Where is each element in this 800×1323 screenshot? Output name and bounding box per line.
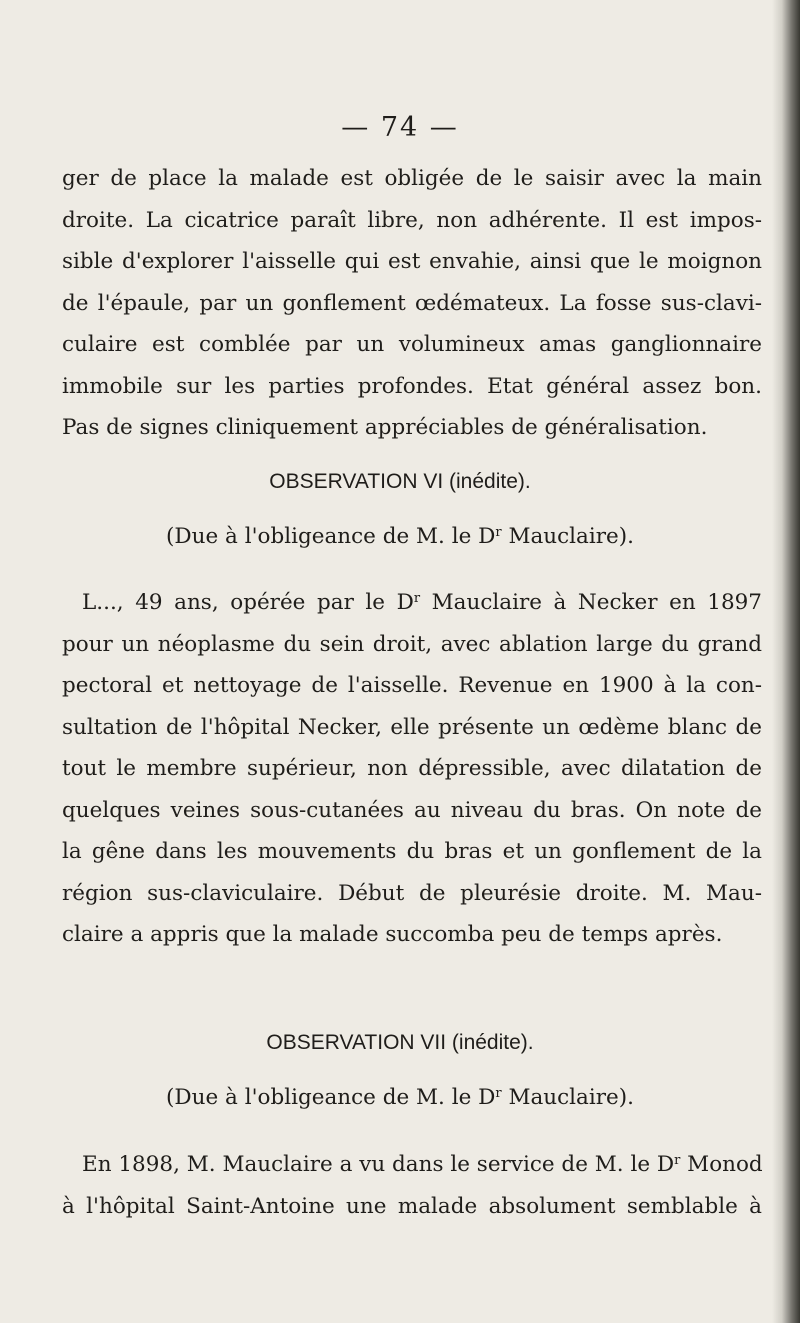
line-start: L..., 49 ans, opérée par le D xyxy=(82,590,414,615)
credit-superscript: r xyxy=(495,1086,502,1101)
text-line: la gêne dans les mouvements du bras et un gonflement de la xyxy=(62,839,762,864)
page-number: — 74 — xyxy=(341,112,459,143)
credit-text: (Due à l'obligeance de M. le D xyxy=(166,524,496,549)
observation-7-title: OBSERVATION VII (inédite). xyxy=(266,1031,534,1054)
line-start: En 1898, M. Mauclaire a vu dans le service de M. le D xyxy=(82,1152,675,1177)
text-line: région sus-claviculaire. Début de pleurésie droite. M. Mau- xyxy=(62,880,762,906)
observation-6-credit xyxy=(0,524,800,549)
line-end: Mauclaire à Necker en 1897 xyxy=(420,590,762,615)
paragraph-continued xyxy=(62,158,762,449)
credit-text-end: Mauclaire). xyxy=(501,524,634,549)
line-superscript: r xyxy=(413,591,421,606)
observation-6-body xyxy=(62,582,762,956)
text-line: Pas de signes cliniquement appréciables de généralisation. xyxy=(62,415,708,440)
line-end: Monod xyxy=(680,1152,763,1177)
text-line: tout le membre supérieur, non dépressible, avec dilatation de xyxy=(62,756,762,781)
text-line: pour un néoplasme du sein droit, avec ablation large du grand xyxy=(62,631,762,657)
text-line: de l'épaule, par un gonflement œdémateux. La fosse sus-clavi- xyxy=(62,290,762,316)
observation-6-title: OBSERVATION VI (inédite). xyxy=(269,470,531,493)
text-line: sible d'explorer l'aisselle qui est envahie, ainsi que le moignon xyxy=(62,249,762,274)
page-edge-shadow xyxy=(772,0,800,1323)
text-line: à l'hôpital Saint-Antoine une malade absolument semblable à xyxy=(62,1193,762,1219)
text-line: immobile sur les parties profondes. Etat général assez bon. xyxy=(62,373,762,399)
text-line: quelques veines sous-cutanées au niveau du bras. On note de xyxy=(62,797,762,823)
observation-7-credit xyxy=(0,1085,800,1110)
text-line: droite. La cicatrice paraît libre, non adhérente. Il est impos- xyxy=(62,207,762,233)
text-line: culaire est comblée par un volumineux amas ganglionnaire xyxy=(62,332,762,357)
observation-7-body xyxy=(62,1144,762,1227)
text-line: ger de place la malade est obligée de le saisir avec la main xyxy=(62,166,762,191)
credit-text: (Due à l'obligeance de M. le D xyxy=(166,1085,496,1110)
text-line xyxy=(62,1144,762,1186)
text-line: pectoral et nettoyage de l'aisselle. Revenue en 1900 à la con- xyxy=(62,673,762,698)
text-line: claire a appris que la malade succomba peu de temps après. xyxy=(62,922,723,947)
text-line: sultation de l'hôpital Necker, elle présente un œdème blanc de xyxy=(62,714,762,740)
credit-text-end: Mauclaire). xyxy=(501,1085,634,1110)
text-line xyxy=(62,582,762,624)
credit-superscript: r xyxy=(495,525,502,540)
line-superscript: r xyxy=(674,1153,681,1168)
